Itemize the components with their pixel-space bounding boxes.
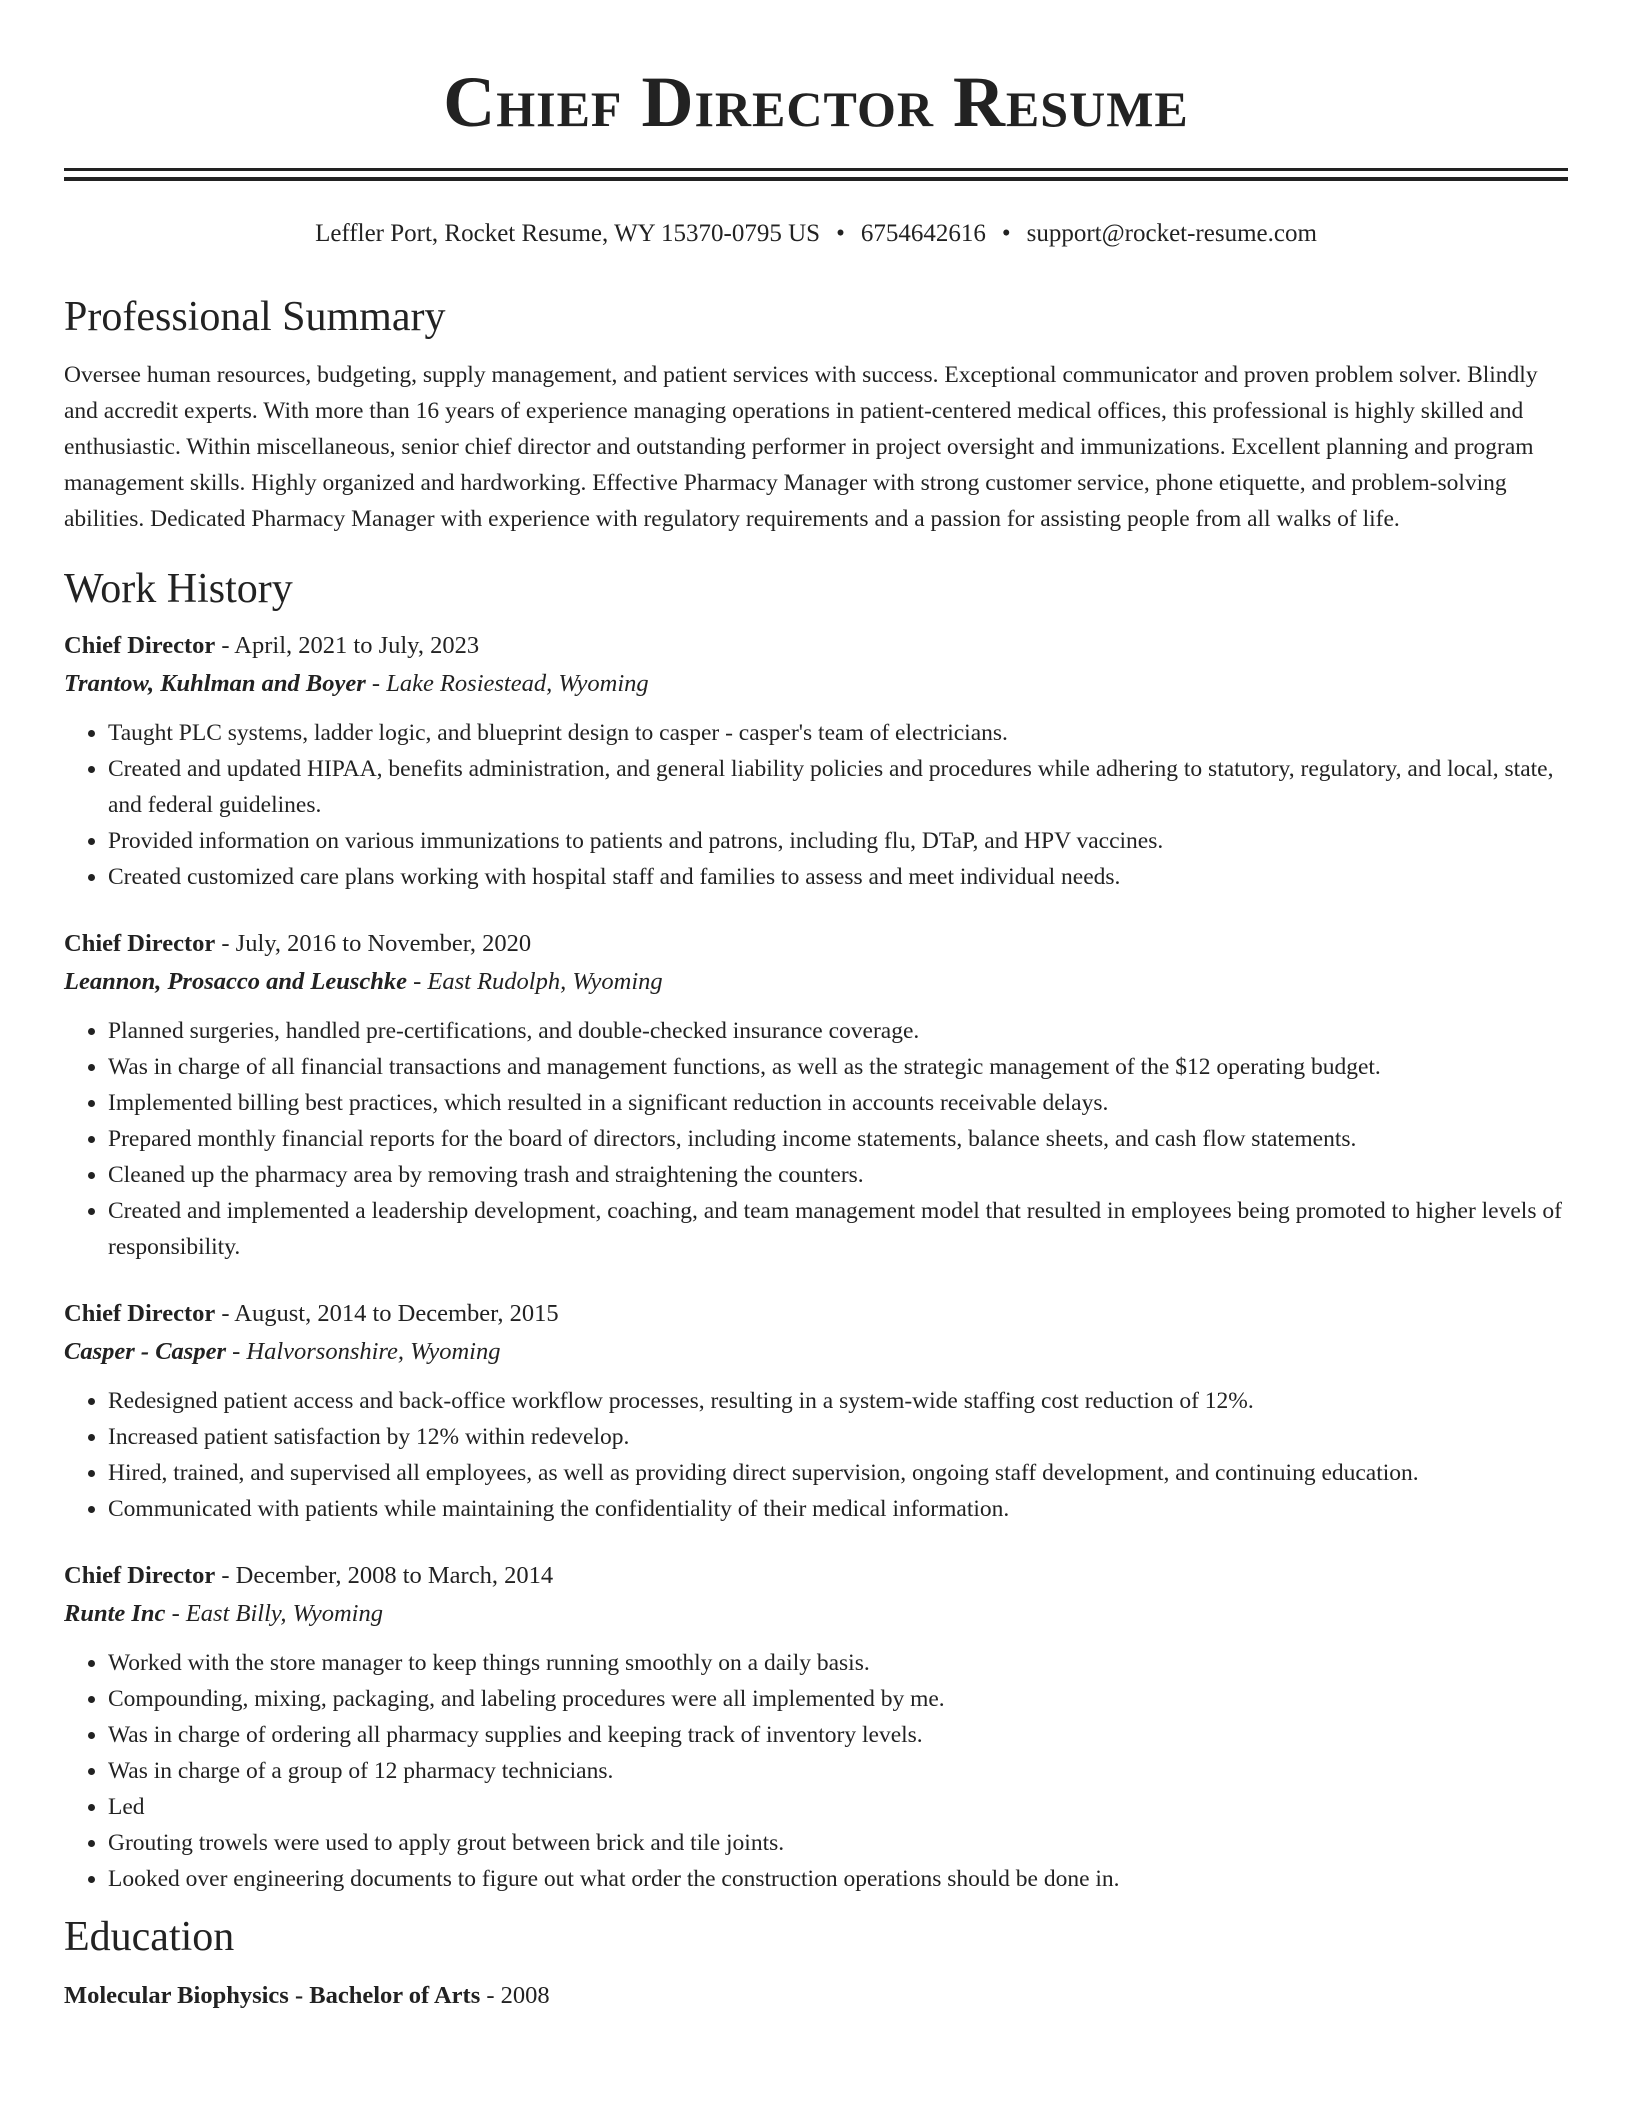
list-item: • Created customized care plans working with hospital staff and families to assess and meet individual needs.	[108, 859, 1568, 895]
job-dates: - August, 2014 to December, 2015	[215, 1300, 559, 1327]
education-degree: Molecular Biophysics - Bachelor of Arts	[64, 1982, 481, 2009]
list-item: • Taught PLC systems, ladder logic, and blueprint design to casper - casper's team of electricians.	[108, 715, 1568, 751]
job-entry	[64, 1295, 1568, 1527]
job-location: - Halvorsonshire, Wyoming	[225, 1338, 501, 1365]
list-item: • Created and updated HIPAA, benefits administration, and general liability policies and procedures while adhering to statutory, regulatory, and local, state, and federal guidelines.	[108, 751, 1568, 823]
list-item: • Created and implemented a leadership development, coaching, and team management model that resulted in employees being promoted to higher levels of responsibility.	[108, 1193, 1568, 1265]
list-item: • Implemented billing best practices, which resulted in a significant reduction in accounts receivable delays.	[108, 1085, 1568, 1121]
summary-text: Oversee human resources, budgeting, supply management, and patient services with success. Exceptional communicator and proven problem solver. Blindly and accredit experts. With more than 16 years of experience managing operations in patient-centered medical offices, this professional is highly skilled and enthusiastic. Within miscellaneous, senior chief director and outstanding performer in project oversight and immunizations. Excellent planning and program management skills. Highly organized and hardworking. Effective Pharmacy Manager with strong customer service, phone etiquette, and problem-solving abilities. Dedicated Pharmacy Manager with experience with regulatory requirements and a passion for assisting people from all walks of life.	[64, 362, 1538, 532]
contact-line	[64, 217, 1568, 251]
job-company-line	[64, 665, 1568, 703]
job-bullets	[64, 1383, 1568, 1527]
list-item: • Was in charge of ordering all pharmacy supplies and keeping track of inventory levels.	[108, 1717, 1568, 1753]
list-item: • Provided information on various immunizations to patients and patrons, including flu, DTaP, and HPV vaccines.	[108, 823, 1568, 859]
job-title-line	[64, 627, 1568, 665]
list-item: • Compounding, mixing, packaging, and labeling procedures were all implemented by me.	[108, 1681, 1568, 1717]
list-item: • Redesigned patient access and back-office workflow processes, resulting in a system-wide staffing cost reduction of 12%.	[108, 1383, 1568, 1419]
title-divider-thin	[64, 177, 1568, 181]
contact-separator: •	[836, 220, 845, 247]
job-company-line	[64, 1595, 1568, 1633]
job-role: Chief Director	[64, 632, 216, 659]
job-company-line	[64, 1333, 1568, 1371]
list-item: • Was in charge of a group of 12 pharmacy technicians.	[108, 1753, 1568, 1789]
job-bullets	[64, 1013, 1568, 1265]
job-role: Chief Director	[64, 1562, 216, 1589]
list-item: • Cleaned up the pharmacy area by removing trash and straightening the counters.	[108, 1157, 1568, 1193]
list-item: • Grouting trowels were used to apply grout between brick and tile joints.	[108, 1825, 1568, 1861]
job-company: Runte Inc	[64, 1600, 166, 1627]
job-company: Leannon, Prosacco and Leuschke	[64, 968, 407, 995]
job-title-line	[64, 925, 1568, 963]
education-year: - 2008	[480, 1982, 550, 2009]
list-item: • Hired, trained, and supervised all employees, as well as providing direct supervision, ongoing staff development, and continuing education.	[108, 1455, 1568, 1491]
job-title-line	[64, 1295, 1568, 1333]
job-role: Chief Director	[64, 1300, 216, 1327]
education-entry	[64, 1977, 1568, 2015]
work-history-list	[64, 627, 1568, 1897]
job-dates: - April, 2021 to July, 2023	[215, 632, 480, 659]
contact-email: support@rocket-resume.com	[1026, 220, 1317, 247]
list-item: • Worked with the store manager to keep things running smoothly on a daily basis.	[108, 1645, 1568, 1681]
job-dates: - December, 2008 to March, 2014	[215, 1562, 554, 1589]
contact-address: Leffler Port, Rocket Resume, WY 15370-0795 US	[315, 220, 821, 247]
list-item: • Looked over engineering documents to figure out what order the construction operations should be done in.	[108, 1861, 1568, 1897]
job-location: - Lake Rosiestead, Wyoming	[365, 670, 649, 697]
job-dates: - July, 2016 to November, 2020	[215, 930, 532, 957]
list-item: • Increased patient satisfaction by 12% within redevelop.	[108, 1419, 1568, 1455]
page-title: Chief Director Resume	[443, 62, 1189, 142]
job-entry	[64, 627, 1568, 895]
contact-phone: 6754642616	[860, 220, 986, 247]
title-divider-thick	[64, 168, 1568, 171]
job-bullets	[64, 1645, 1568, 1897]
summary-heading: Professional Summary	[64, 294, 446, 340]
list-item: • Prepared monthly financial reports for the board of directors, including income statements, balance sheets, and cash flow statements.	[108, 1121, 1568, 1157]
job-title-line	[64, 1557, 1568, 1595]
contact-separator: •	[1001, 220, 1011, 247]
job-company: Trantow, Kuhlman and Boyer	[64, 670, 366, 697]
job-bullets	[64, 715, 1568, 895]
job-entry	[64, 1557, 1568, 1897]
list-item: • Led	[108, 1789, 1568, 1825]
job-entry	[64, 925, 1568, 1265]
list-item: • Planned surgeries, handled pre-certifications, and double-checked insurance coverage.	[108, 1013, 1568, 1049]
list-item: • Communicated with patients while maintaining the confidentiality of their medical information.	[108, 1491, 1568, 1527]
job-company-line	[64, 963, 1568, 1001]
list-item: • Was in charge of all financial transactions and management functions, as well as the strategic management of the $12 operating budget.	[108, 1049, 1568, 1085]
resume-page	[64, 0, 1568, 2015]
job-role: Chief Director	[64, 930, 216, 957]
work-history-heading: Work History	[64, 566, 293, 612]
job-location: - East Billy, Wyoming	[165, 1600, 383, 1627]
education-heading: Education	[64, 1914, 235, 1960]
job-company: Casper - Casper	[64, 1338, 226, 1365]
job-location: - East Rudolph, Wyoming	[407, 968, 663, 995]
